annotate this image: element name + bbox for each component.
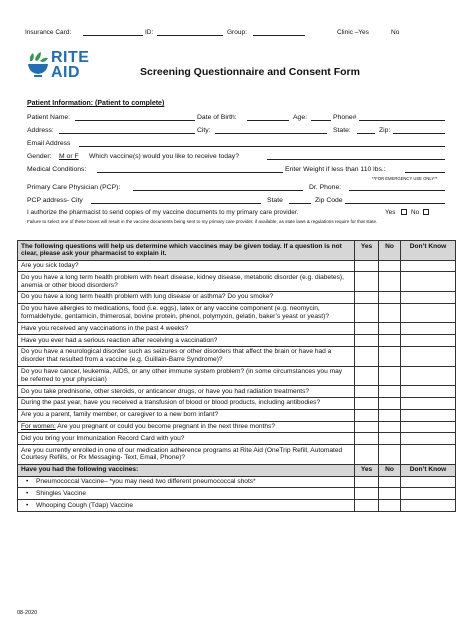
dont-know-cell[interactable] <box>401 488 456 500</box>
no-cell[interactable] <box>379 421 401 433</box>
question-text <box>18 421 355 433</box>
pcp-city-label: PCP address- City <box>27 197 83 204</box>
form-title: Screening Questionnaire and Consent Form <box>140 66 360 78</box>
question-text: Do you have allergies to medications, food (i.e. eggs), latex or any vaccine component (e.g. neomycin, formaldehyde, gentamicin, thimerosal, bovine protein, phenol, polymyxin, gelatin, baker’s yeast or yeast)? <box>18 303 355 323</box>
table-row <box>18 409 456 421</box>
dont-know-cell[interactable] <box>401 421 456 433</box>
authorize-no-label: No <box>411 209 420 216</box>
vaccine-item: • Pneumococcal Vaccine– *you may need two different pneumococcal shots* <box>18 476 355 488</box>
email-row <box>27 140 449 150</box>
insurance-line <box>25 29 449 39</box>
table-row <box>18 488 456 500</box>
failure-note: Failure to select one of these boxes will result in the vaccine documents being sent to my primary care provider, if available, as state laws & regulations require for that state. <box>27 219 378 224</box>
no-cell[interactable] <box>379 260 401 272</box>
no-cell[interactable] <box>379 272 401 292</box>
no-cell[interactable] <box>379 346 401 366</box>
table-row <box>18 476 456 488</box>
yes-cell[interactable] <box>355 500 379 512</box>
state-field[interactable] <box>357 127 375 134</box>
patient-name-field[interactable] <box>75 114 195 121</box>
table-row <box>18 366 456 386</box>
dont-know-cell[interactable] <box>401 366 456 386</box>
question-text: Do you have a neurological disorder such as seizures or other disorders that affect the brain or have had a disorder that resulted from a vaccine (e.g. Guillain-Barre Syndrome)? <box>18 346 355 366</box>
medical-conditions-label: Medical Conditions: <box>27 166 87 173</box>
yes-cell[interactable] <box>355 323 379 335</box>
address-label: Address: <box>27 127 54 134</box>
yes-cell[interactable] <box>355 366 379 386</box>
table-row <box>18 260 456 272</box>
vaccines-header-row <box>18 464 456 476</box>
name-row <box>27 114 449 124</box>
question-text: Have you received any vaccinations in the past 4 weeks? <box>18 323 355 335</box>
insurance-label: Insurance Card: <box>25 29 72 36</box>
emergency-note: **FOR EMERGENCY USE ONLY** <box>372 176 438 181</box>
medical-conditions-field[interactable] <box>97 166 283 173</box>
rite-aid-logo <box>27 50 107 90</box>
pcp-city-field[interactable] <box>91 197 261 204</box>
question-text: Do you have a long term health problem with lung disease or asthma? Do you smoke? <box>18 291 355 303</box>
yes-cell[interactable] <box>355 260 379 272</box>
dont-know-cell[interactable] <box>401 260 456 272</box>
yes-cell[interactable] <box>355 409 379 421</box>
col-dont-know: Don’t Know <box>401 241 456 261</box>
city-field[interactable] <box>215 127 327 134</box>
pharmacy-bowl-icon <box>27 52 49 78</box>
pcp-zip-field[interactable] <box>345 197 445 204</box>
questions-header: The following questions will help us determine which vaccines may be given today. If a question is not clear, please ask your pharmacist to explain it. <box>18 241 355 261</box>
no-cell[interactable] <box>379 488 401 500</box>
logo-wordmark <box>51 50 89 80</box>
table-row <box>18 291 456 303</box>
question-text: Are you currently enrolled in one of our medication adherence programs at Rite Aid (OneTrip Refill, Automated Courtesy Refills, or Rx Messaging- Text, Email, Phone)? <box>18 445 355 465</box>
no-cell[interactable] <box>379 366 401 386</box>
dont-know-cell[interactable] <box>401 323 456 335</box>
gender-label: Gender: <box>27 153 52 160</box>
weight-label: Enter Weight if less than 110 lbs.: <box>285 166 386 173</box>
dont-know-cell[interactable] <box>401 433 456 445</box>
question-text: During the past year, have you received a transfusion of blood or blood products, including antibodies? <box>18 397 355 409</box>
table-row <box>18 303 456 323</box>
col-no: No <box>379 241 401 261</box>
col-dont-know: Don’t Know <box>401 464 456 476</box>
table-row <box>18 421 456 433</box>
question-text: Do you have a long term health problem with heart disease, kidney disease, metabolic disorder (e.g. diabetes), anemia or other blood disorders? <box>18 272 355 292</box>
no-cell[interactable] <box>379 445 401 465</box>
no-cell[interactable] <box>379 303 401 323</box>
question-text: Do you take prednisone, other steroids, or anticancer drugs, or have you had radiation treatments? <box>18 386 355 398</box>
question-text: Are you sick today? <box>18 260 355 272</box>
id-label: ID: <box>145 29 154 36</box>
vaccine-item: • Shingles Vaccine <box>18 488 355 500</box>
no-cell[interactable] <box>379 386 401 398</box>
table-row <box>18 397 456 409</box>
no-cell[interactable] <box>379 335 401 347</box>
no-cell[interactable] <box>379 409 401 421</box>
id-field[interactable] <box>157 29 223 36</box>
no-cell[interactable] <box>379 397 401 409</box>
yes-cell[interactable] <box>355 445 379 465</box>
dont-know-cell[interactable] <box>401 303 456 323</box>
col-yes: Yes <box>355 464 379 476</box>
dont-know-cell[interactable] <box>401 291 456 303</box>
zip-field[interactable] <box>393 127 445 134</box>
yes-cell[interactable] <box>355 272 379 292</box>
dont-know-cell[interactable] <box>401 445 456 465</box>
gender-row <box>27 153 449 163</box>
authorize-row <box>27 209 449 219</box>
no-cell[interactable] <box>379 323 401 335</box>
dont-know-cell[interactable] <box>401 409 456 421</box>
vaccines-header: Have you had the following vaccines: <box>18 464 355 476</box>
authorize-text: I authorize the pharmacist to send copies of my vaccine documents to my primary care provider. <box>27 209 299 216</box>
question-text: Have you ever had a serious reaction after receiving a vaccination? <box>18 335 355 347</box>
table-row <box>18 500 456 512</box>
pcp-state-field[interactable] <box>289 197 311 204</box>
vaccine-question-label: Which vaccine(s) would you like to receive today? <box>89 153 239 160</box>
form-version: 08-2020 <box>17 610 38 616</box>
vaccine-item: • Whooping Cough (Tdap) Vaccine <box>18 500 355 512</box>
vaccine-requested-field[interactable] <box>267 153 445 160</box>
yes-cell[interactable] <box>355 433 379 445</box>
no-cell[interactable] <box>379 433 401 445</box>
pcp-state-label: State <box>267 197 283 204</box>
phone-field[interactable] <box>359 114 445 121</box>
yes-cell[interactable] <box>355 421 379 433</box>
clinic-yes-label: Clinic –Yes <box>337 29 369 36</box>
dont-know-cell[interactable] <box>401 397 456 409</box>
table-row <box>18 272 456 292</box>
email-label: Email Address <box>27 140 71 147</box>
pcp-row <box>27 184 449 194</box>
dont-know-cell[interactable] <box>401 335 456 347</box>
women-label: For women: <box>21 423 56 431</box>
col-yes: Yes <box>355 241 379 261</box>
group-field[interactable] <box>253 29 305 36</box>
women-question: Are you pregnant or could you become pregnant in the next three months? <box>57 423 276 431</box>
yes-cell[interactable] <box>355 346 379 366</box>
yes-cell[interactable] <box>355 335 379 347</box>
dont-know-cell[interactable] <box>401 500 456 512</box>
patient-info-heading: Patient Information: (Patient to complete) <box>27 100 165 107</box>
no-cell[interactable] <box>379 291 401 303</box>
pcp-address-row <box>27 197 449 207</box>
address-field[interactable] <box>59 127 195 134</box>
gender-options[interactable]: M or F <box>59 153 79 160</box>
table-row <box>18 346 456 366</box>
dont-know-cell[interactable] <box>401 476 456 488</box>
screening-questions-table <box>17 240 456 512</box>
zip-label: Zip: <box>379 127 391 134</box>
state-label: State: <box>333 127 351 134</box>
question-text: Are you a parent, family member, or caregiver to a new born infant? <box>18 409 355 421</box>
yes-cell[interactable] <box>355 397 379 409</box>
yes-cell[interactable] <box>355 488 379 500</box>
table-row <box>18 386 456 398</box>
question-text: Do you have cancer, leukemia, AIDS, or any other immune system problem? (in some circumstances you may be referred to your physician) <box>18 366 355 386</box>
dob-field[interactable] <box>247 114 289 121</box>
age-label: Age: <box>293 114 307 121</box>
dob-label: Date of Birth: <box>197 114 237 121</box>
table-row <box>18 323 456 335</box>
insurance-card-field[interactable] <box>83 29 143 36</box>
medical-row <box>27 166 449 176</box>
no-cell[interactable] <box>379 500 401 512</box>
dr-phone-label: Dr. Phone: <box>309 184 342 191</box>
table-row <box>18 335 456 347</box>
clinic-no-label: No <box>391 29 400 36</box>
address-row <box>27 127 449 137</box>
weight-field[interactable] <box>405 166 445 173</box>
yes-cell[interactable] <box>355 386 379 398</box>
patient-name-label: Patient Name: <box>27 114 71 121</box>
dont-know-cell[interactable] <box>401 386 456 398</box>
yes-cell[interactable] <box>355 303 379 323</box>
table-row <box>18 445 456 465</box>
phone-label: Phone# <box>333 114 357 121</box>
dr-phone-field[interactable] <box>349 184 445 191</box>
pcp-field[interactable] <box>133 184 303 191</box>
age-field[interactable] <box>311 114 331 121</box>
logo-line-1: RITE <box>51 49 90 66</box>
table-row <box>18 433 456 445</box>
yes-cell[interactable] <box>355 291 379 303</box>
authorize-no-checkbox[interactable] <box>423 209 429 215</box>
table-header-row <box>18 241 456 261</box>
group-label: Group: <box>227 29 247 36</box>
authorize-yes-label: Yes <box>385 209 396 216</box>
email-field[interactable] <box>79 140 445 147</box>
no-cell[interactable] <box>379 476 401 488</box>
pcp-zip-label: Zip Code <box>315 197 343 204</box>
dont-know-cell[interactable] <box>401 346 456 366</box>
pcp-label: Primary Care Physician (PCP): <box>27 184 121 191</box>
col-no: No <box>379 464 401 476</box>
city-label: City: <box>197 127 211 134</box>
dont-know-cell[interactable] <box>401 272 456 292</box>
authorize-yes-checkbox[interactable] <box>401 209 407 215</box>
question-text: Did you bring your Immunization Record Card with you? <box>18 433 355 445</box>
logo-line-2: AID <box>51 64 81 81</box>
yes-cell[interactable] <box>355 476 379 488</box>
